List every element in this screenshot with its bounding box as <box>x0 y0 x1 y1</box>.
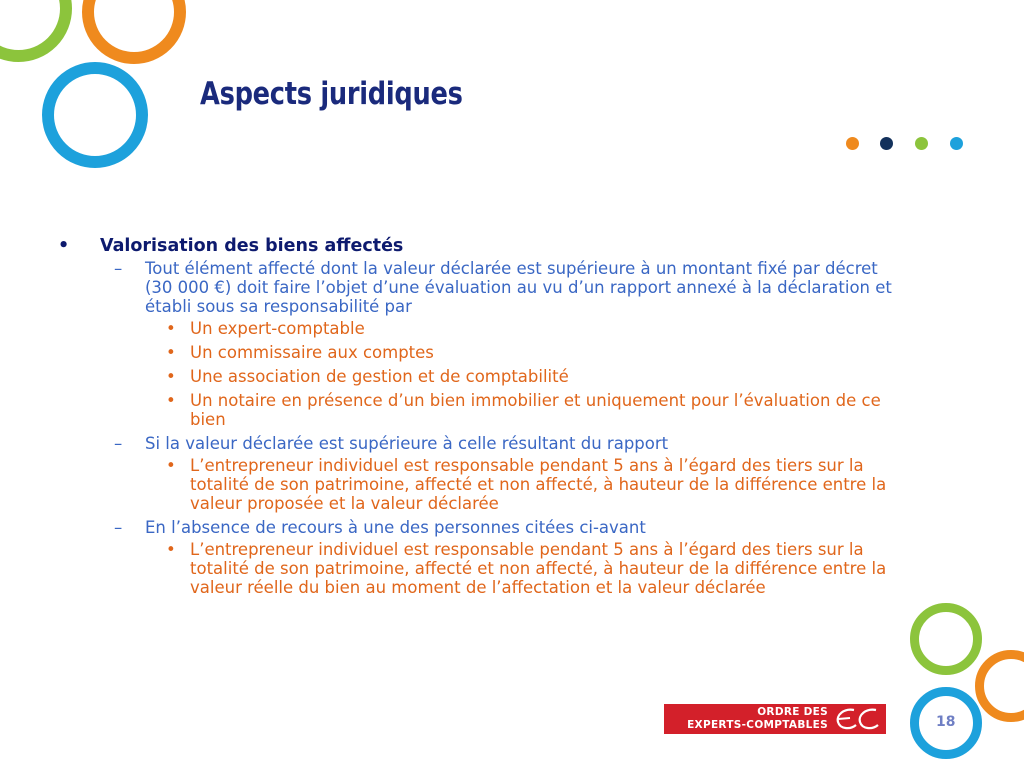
sub-item-2 <box>58 434 898 453</box>
sub-item-3 <box>58 518 898 537</box>
slide-title: Aspects juridiques <box>200 76 463 112</box>
decor-ring-orange-top <box>82 0 186 64</box>
sub-sub-item <box>58 319 898 338</box>
sub-item-1 <box>58 259 898 316</box>
sub-sub-item <box>58 367 898 386</box>
decor-ring-green-top <box>0 0 72 62</box>
sub-sub-item <box>58 343 898 362</box>
sub-item-text: Si la valeur déclarée est supérieure à celle résultant du rapport <box>145 434 669 453</box>
dash-mark: – <box>114 434 123 453</box>
decor-dot-green <box>915 137 928 150</box>
bullet-mark: • <box>58 236 70 256</box>
logo-line-2: EXPERTS-COMPTABLES <box>687 719 828 731</box>
logo-line-1: ORDRE DES <box>757 706 828 718</box>
dash-mark: – <box>114 518 123 537</box>
bullet-mark: • <box>166 343 176 362</box>
sub-sub-item-text: Un notaire en présence d’un bien immobilier et uniquement pour l’évaluation de ce bien <box>190 391 881 429</box>
sub-item-text: En l’absence de recours à une des personnes citées ci-avant <box>145 518 646 537</box>
decor-ring-orange-bottom <box>975 650 1024 722</box>
bullet-mark: • <box>166 319 176 338</box>
decor-dot-blue <box>950 137 963 150</box>
bullet-mark: • <box>166 367 176 386</box>
sub-sub-item <box>58 391 898 429</box>
sub-sub-item <box>58 456 898 513</box>
dash-mark: – <box>114 259 123 278</box>
bullet-mark: • <box>166 540 176 559</box>
bullet-main <box>58 236 898 257</box>
sub-sub-item-text: L’entrepreneur individuel est responsable pendant 5 ans à l’égard des tiers sur la totalité de son patrimoine, affecté et non affecté, à hauteur de la différence entre la valeur proposée et la valeur déclarée <box>190 456 887 513</box>
sub-sub-item-text: L’entrepreneur individuel est responsable pendant 5 ans à l’égard des tiers sur la totalité de son patrimoine, affecté et non affecté, à hauteur de la différence entre la valeur réelle du bien au moment de l’affectation et la valeur déclarée <box>190 540 887 597</box>
bullet-mark: • <box>166 391 176 410</box>
page-number: 18 <box>936 714 956 730</box>
logo-ec-emblem-icon <box>832 705 884 733</box>
bullet-text: Valorisation des biens affectés <box>100 236 404 256</box>
ordre-experts-comptables-logo <box>664 704 886 734</box>
decor-dot-navy <box>880 137 893 150</box>
sub-sub-item-text: Un expert-comptable <box>190 319 365 338</box>
decor-ring-blue-top <box>42 62 148 168</box>
sub-sub-item <box>58 540 898 597</box>
slide-body <box>58 236 898 597</box>
bullet-mark: • <box>166 456 176 475</box>
sub-item-text: Tout élément affecté dont la valeur déclarée est supérieure à un montant fixé par décret (30 000 €) doit faire l’objet d’une évaluation au vu d’un rapport annexé à la déclaration et établi sous sa responsabilité par <box>145 259 892 316</box>
sub-sub-item-text: Une association de gestion et de comptabilité <box>190 367 569 386</box>
decor-dot-orange <box>846 137 859 150</box>
decor-ring-green-bottom <box>910 603 982 675</box>
sub-sub-item-text: Un commissaire aux comptes <box>190 343 434 362</box>
